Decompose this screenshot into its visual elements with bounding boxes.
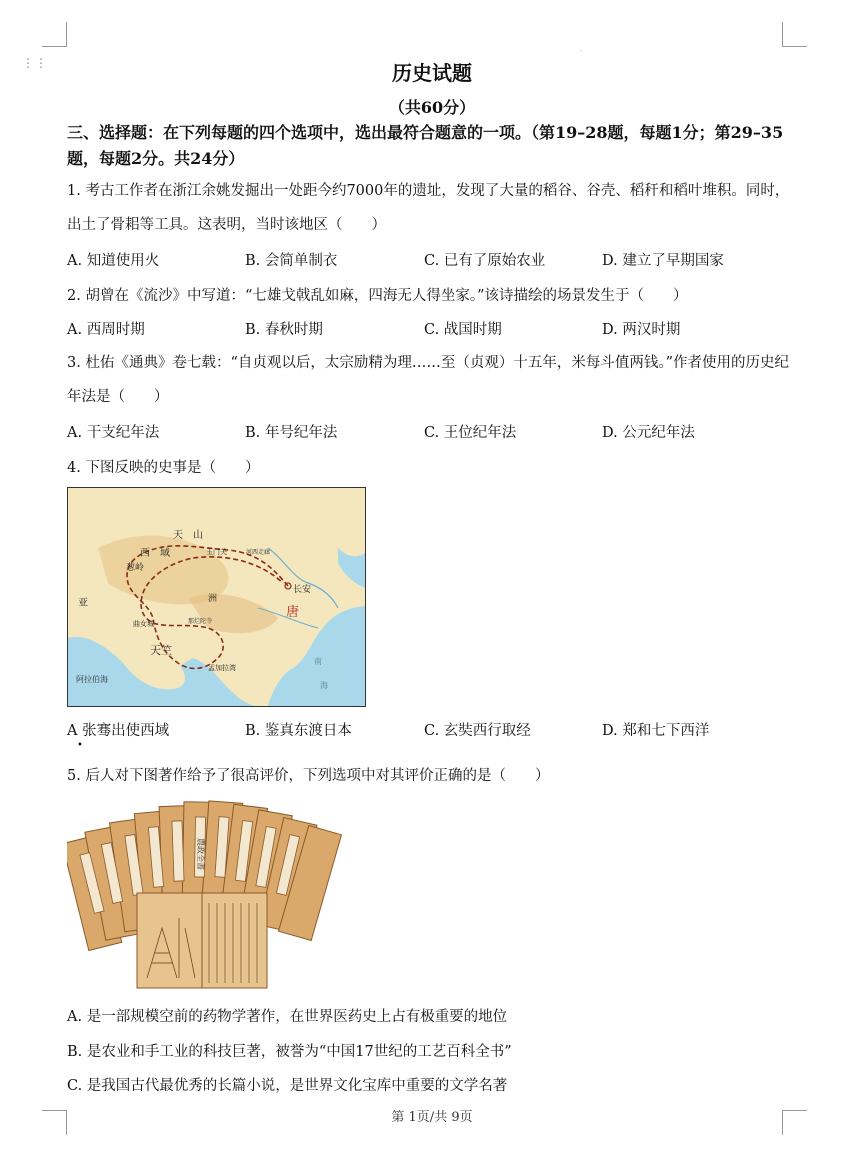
q3-option-d[interactable]: D. 公元纪年法 [602,425,695,441]
speck: · [580,48,582,55]
map-label-changan: 长安 [293,585,312,595]
q3-option-a[interactable]: A. 干支纪年法 [67,425,160,441]
q2-option-d[interactable]: D. 两汉时期 [602,322,681,338]
book-title-label: 農政全書 [196,838,205,870]
map-label-ya: 亚 [78,598,88,609]
map-label-nan: 南 [314,657,322,666]
q3-option-b[interactable]: B. 年号纪年法 [245,425,338,441]
map-label-congling: 葱岭 [126,563,145,573]
map-label-alabo: 阿拉伯海 [76,675,108,684]
map-label-tianshan: 天 山 [173,530,203,541]
map-label-nalantuo: 那烂陀寺 [188,618,213,625]
map-label-tianzhu: 天竺 [150,644,172,657]
map-label-hai: 海 [320,681,328,690]
q2-option-b[interactable]: B. 春秋时期 [245,322,323,338]
q5-option-c[interactable]: C. 是我国古代最优秀的长篇小说，是世界文化宝库中重要的文学名著 [67,1078,508,1094]
q4-option-b[interactable]: B. 鉴真东渡日本 [245,723,352,739]
xuanzang-route-map [67,487,366,707]
question-1-options [67,249,797,277]
question-3-stem: 3. 杜佑《通典》卷七载：“自贞观以后，太宗励精为理……至（贞观）十五年，米每斗值两钱。”作者使用的历史纪年法是（ ） [67,355,790,405]
drag-handle-icon[interactable]: ⋮⋮ [22,56,48,70]
q1-option-a[interactable]: A. 知道使用火 [67,253,160,269]
q2-option-c[interactable]: C. 战国时期 [424,322,502,338]
q4-option-a[interactable]: A 张骞出使西域 [67,723,170,739]
q1-option-d[interactable]: D. 建立了早期国家 [602,253,724,269]
q3-option-c[interactable]: C. 王位纪年法 [424,425,517,441]
q4-option-d[interactable]: D. 郑和七下西洋 [602,723,710,739]
book-photo [67,798,342,990]
map-label-hexi: 河西走廊 [246,549,271,556]
map-label-xiyu: 西 域 [140,548,170,559]
map-label-yumenguan: 玉门关 [206,548,227,556]
page-subtitle: （共60分） [388,98,476,117]
question-2-options [67,318,797,346]
q1-option-c[interactable]: C. 已有了原始农业 [424,253,546,269]
q1-option-b[interactable]: B. 会简单制衣 [245,253,338,269]
page-footer: 第 1页/共 9页 [391,1110,473,1125]
page-title: 历史试题 [392,61,472,85]
q5-option-b[interactable]: B. 是农业和手工业的科技巨著，被誉为“中国17世纪的工艺百科全书” [67,1044,512,1060]
map-label-zhou: 洲 [208,594,218,604]
question-3-options [67,421,797,449]
q4-option-c[interactable]: C. 玄奘西行取经 [424,723,531,739]
q2-option-a[interactable]: A. 西周时期 [67,322,145,338]
question-2-stem: 2. 胡曾在《流沙》中写道：“七雄戈戟乱如麻，四海无人得坐家。”该诗描绘的场景发生于（ ） [67,288,688,304]
question-4-stem: 4. 下图反映的史事是（ ） [67,460,260,476]
crop-mark-top-right [782,22,807,47]
stray-dot: • [77,740,83,751]
crop-mark-top-left [42,22,67,47]
question-1-stem: 1. 考古工作者在浙江余姚发掘出一处距今约7000年的遗址，发现了大量的稻谷、谷壳、稻秆和稻叶堆积。同时，出土了骨耜等工具。这表明，当时该地区（ ） [67,183,790,233]
question-5-stem: 5. 后人对下图著作给予了很高评价，下列选项中对其评价正确的是（ ） [67,768,550,784]
section-heading: 三、选择题：在下列每题的四个选项中，选出最符合题意的一项。（第19–28题，每题1分；第29–35题，每题2分。共24分） [67,123,784,168]
q5-option-a[interactable]: A. 是一部规模空前的药物学著作，在世界医药史上占有极重要的地位 [67,1009,508,1025]
question-4-options [67,719,797,747]
map-label-tang: 唐 [286,605,300,620]
map-label-mengjiala: 孟加拉湾 [208,664,236,672]
map-label-quniucheng: 曲女城 [133,620,154,628]
